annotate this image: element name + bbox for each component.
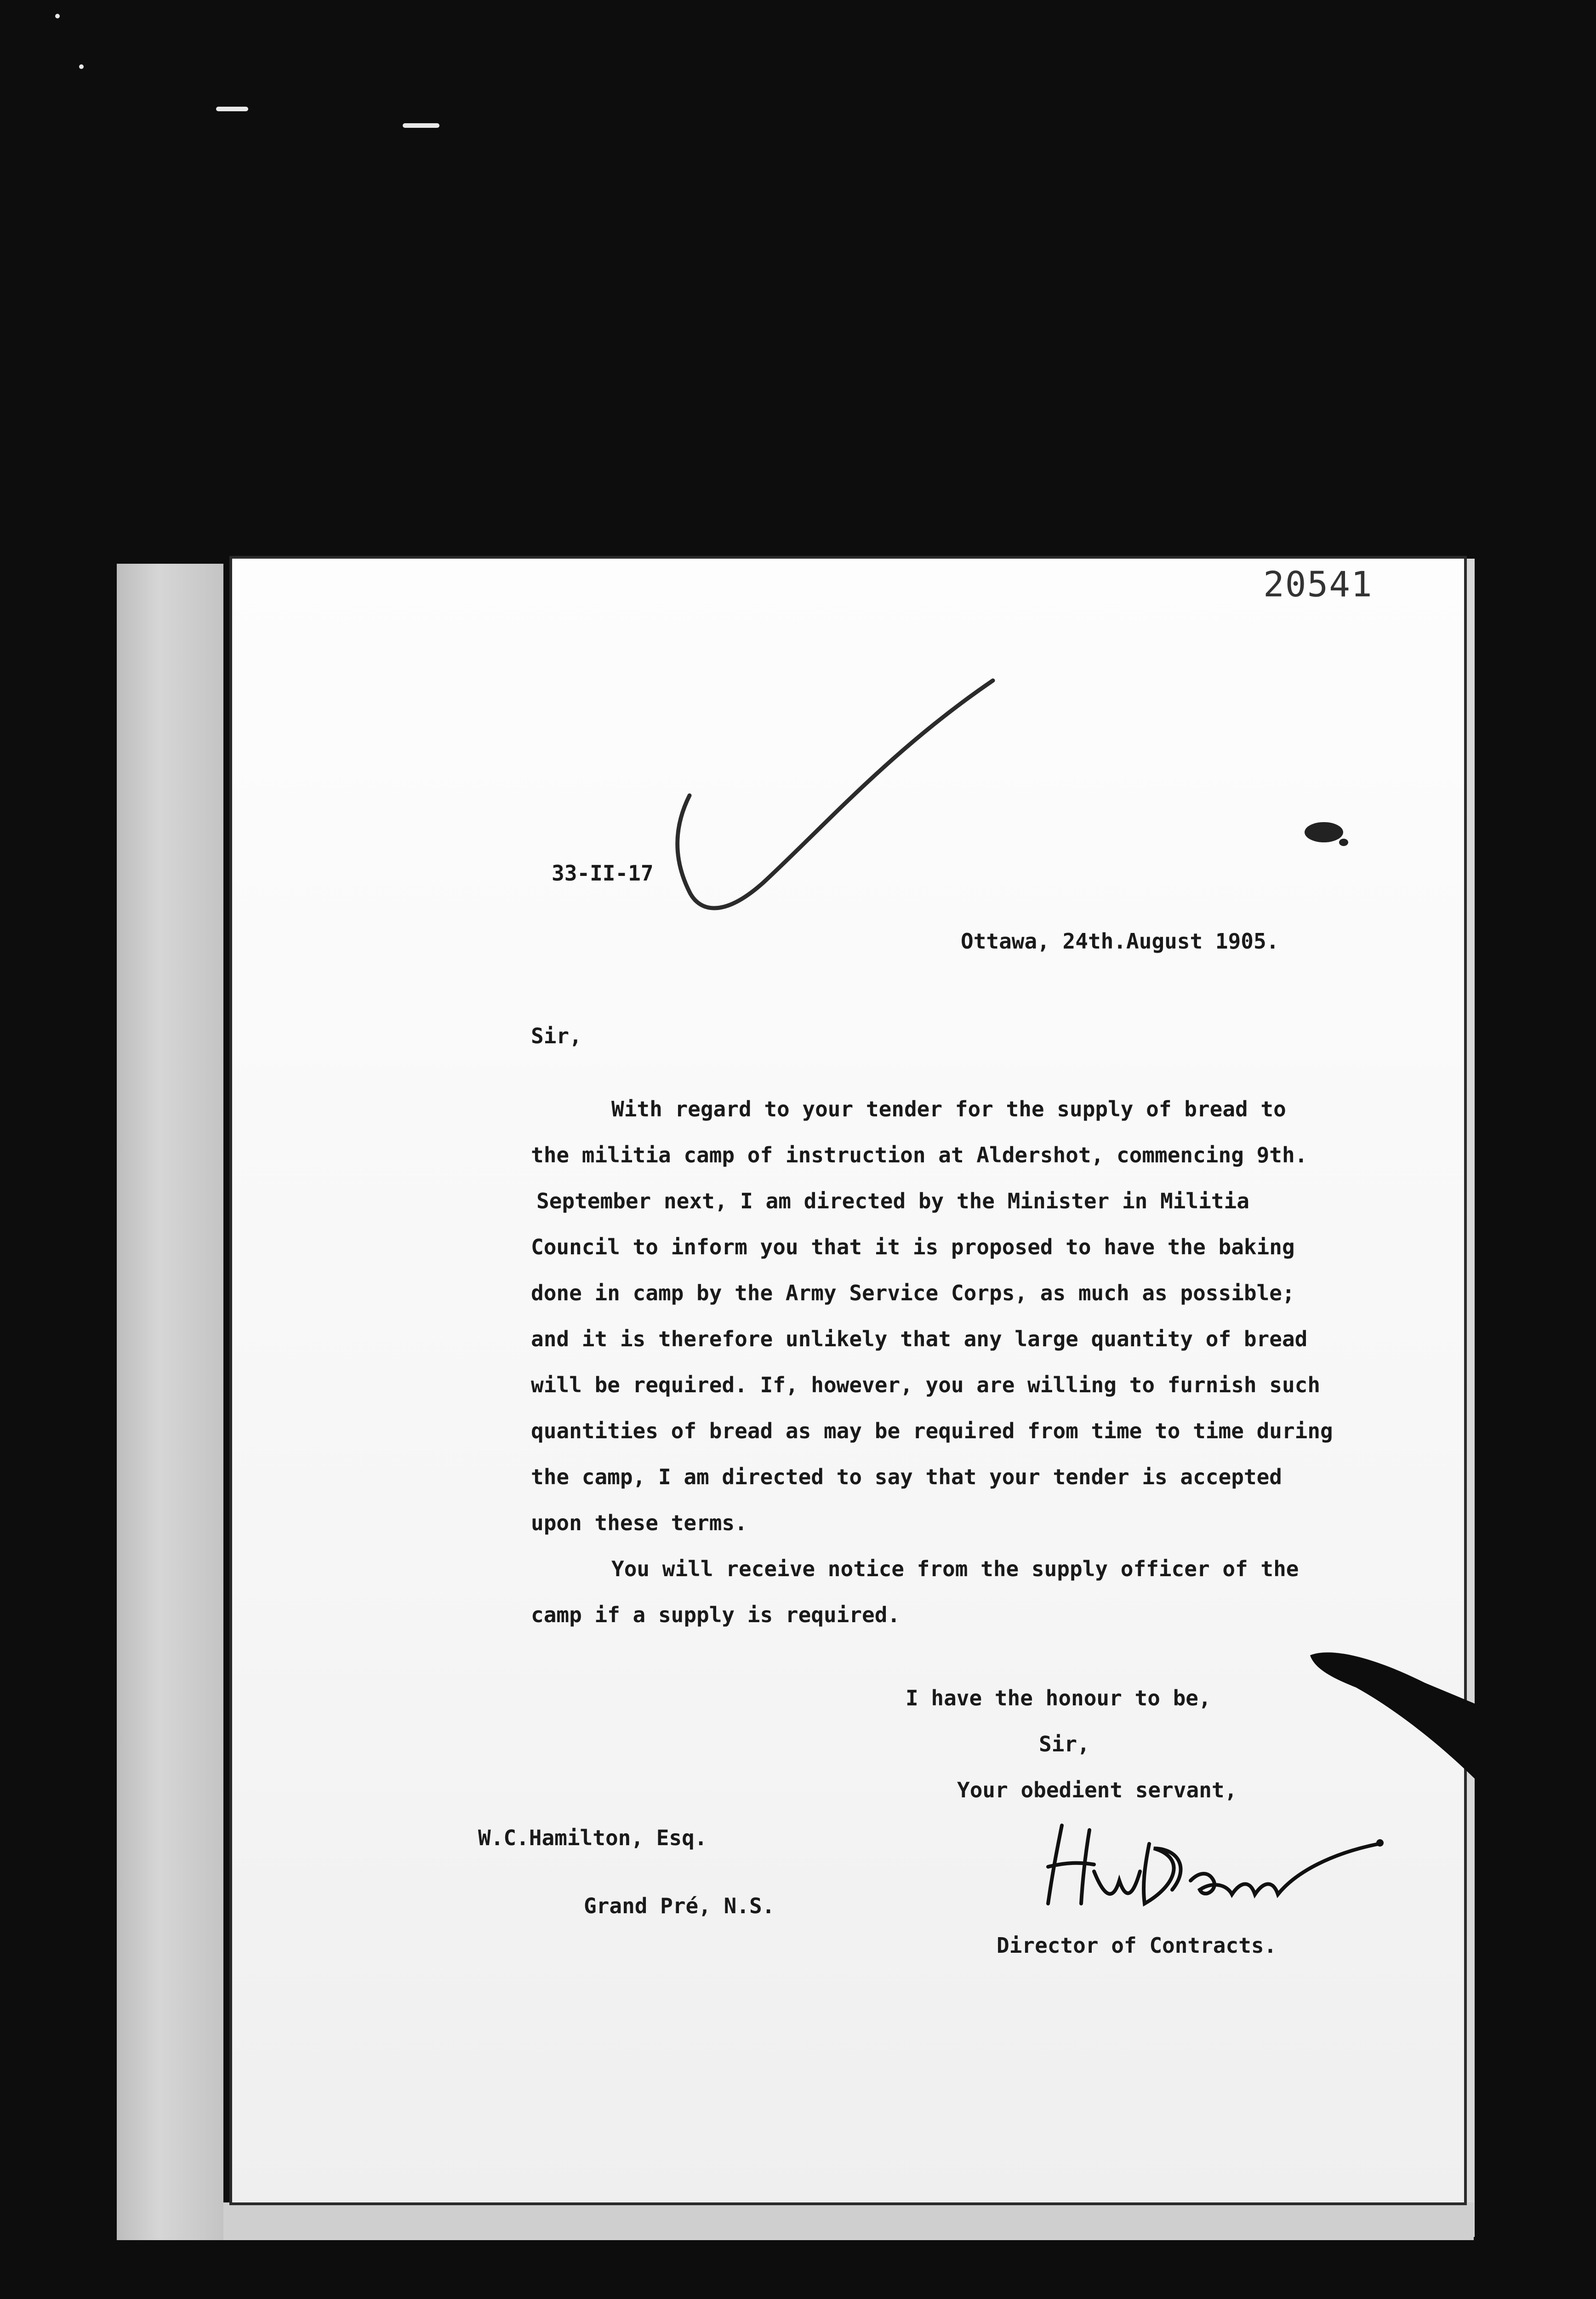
body-line: upon these terms. xyxy=(531,1510,747,1535)
letter-body xyxy=(531,1086,1377,1638)
mount-strip xyxy=(117,564,223,2240)
body-line: Council to inform you that it is proposed to have the baking xyxy=(531,1235,1295,1259)
body-line: done in camp by the Army Service Corps, as much as possible; xyxy=(531,1281,1295,1305)
salutation: Sir, xyxy=(531,1024,582,1048)
closing-line: Sir, xyxy=(1039,1732,1090,1756)
letter-date: Ottawa, 24th.August 1905. xyxy=(961,929,1279,954)
mount-strip-bottom xyxy=(223,2202,1474,2240)
body-line: and it is therefore unlikely that any large quantity of bread xyxy=(531,1327,1308,1351)
closing-line: I have the honour to be, xyxy=(906,1686,1211,1710)
body-line: camp if a supply is required. xyxy=(531,1602,901,1627)
addressee-place: Grand Pré, N.S. xyxy=(584,1893,775,1918)
body-line: September next, I am directed by the Minister in Militia xyxy=(536,1189,1249,1213)
addressee-name: W.C.Hamilton, Esq. xyxy=(478,1825,707,1850)
body-line: the militia camp of instruction at Aldershot, commencing 9th. xyxy=(531,1143,1308,1167)
body-line: the camp, I am directed to say that your tender is accepted xyxy=(531,1464,1282,1489)
body-line: quantities of bread as may be required from time to time during xyxy=(531,1418,1333,1443)
signature-title: Director of Contracts. xyxy=(997,1933,1277,1958)
body-line: You will receive notice from the supply officer of the xyxy=(611,1556,1299,1581)
body-line: With regard to your tender for the supply of bread to xyxy=(611,1097,1286,1121)
page-number: 20541 xyxy=(1263,564,1373,605)
checkmark-mark xyxy=(671,671,1002,938)
reference-number: 33-II-17 xyxy=(552,861,654,886)
body-line: will be required. If, however, you are willing to furnish such xyxy=(531,1373,1321,1397)
closing-line: Your obedient servant, xyxy=(957,1778,1237,1802)
handwritten-signature xyxy=(1039,1816,1388,1917)
ink-blot xyxy=(1299,814,1354,855)
pen-nib-shadow xyxy=(1305,1637,1480,1784)
